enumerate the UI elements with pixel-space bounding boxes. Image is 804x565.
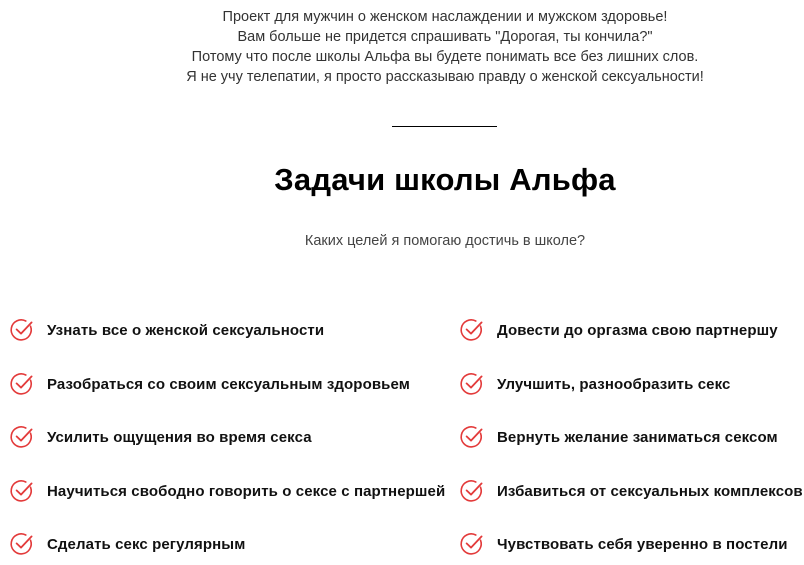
goal-item	[459, 530, 788, 558]
intro-line: Я не учу телепатии, я просто рассказываю правду о женской сексуальности!	[186, 69, 704, 85]
check-circle-icon	[9, 424, 35, 450]
goal-item	[459, 423, 778, 451]
check-circle-icon	[459, 478, 485, 504]
check-circle-icon	[9, 531, 35, 557]
goal-item	[9, 477, 445, 505]
goal-label: Узнать все о женской сексуальности	[47, 321, 325, 339]
goal-label: Избавиться от сексуальных комплексов	[497, 482, 803, 500]
check-circle-icon	[459, 317, 485, 343]
goal-label: Научиться свободно говорить о сексе с партнершей	[47, 482, 446, 500]
intro-text	[0, 7, 804, 87]
section-title: Задачи школы Альфа	[274, 162, 616, 197]
goal-item	[459, 477, 803, 505]
goal-item	[9, 316, 324, 344]
goal-item	[9, 370, 410, 398]
section-divider	[392, 126, 497, 127]
goal-label: Усилить ощущения во время секса	[47, 428, 312, 446]
intro-line: Потому что после школы Альфа вы будете понимать все без лишних слов.	[191, 49, 699, 65]
goal-item	[9, 530, 245, 558]
check-circle-icon	[459, 424, 485, 450]
goal-label: Улучшить, разнообразить секс	[497, 375, 731, 393]
goal-item	[459, 370, 730, 398]
goal-item	[459, 316, 778, 344]
check-circle-icon	[459, 531, 485, 557]
check-circle-icon	[9, 317, 35, 343]
intro-line: Проект для мужчин о женском наслаждении и мужском здоровье!	[222, 9, 668, 25]
goal-label: Разобраться со своим сексуальным здоровьем	[47, 375, 410, 393]
goal-label: Сделать секс регулярным	[47, 535, 246, 553]
goal-label: Чувствовать себя уверенно в постели	[497, 535, 788, 553]
intro-line: Вам больше не придется спрашивать "Дорогая, ты кончила?"	[237, 29, 653, 45]
goal-label: Довести до оргазма свою партнершу	[497, 321, 778, 339]
check-circle-icon	[9, 478, 35, 504]
check-circle-icon	[9, 371, 35, 397]
check-circle-icon	[459, 371, 485, 397]
goal-item	[9, 423, 312, 451]
section-subtitle: Каких целей я помогаю достичь в школе?	[304, 233, 586, 249]
goal-label: Вернуть желание заниматься сексом	[497, 428, 778, 446]
